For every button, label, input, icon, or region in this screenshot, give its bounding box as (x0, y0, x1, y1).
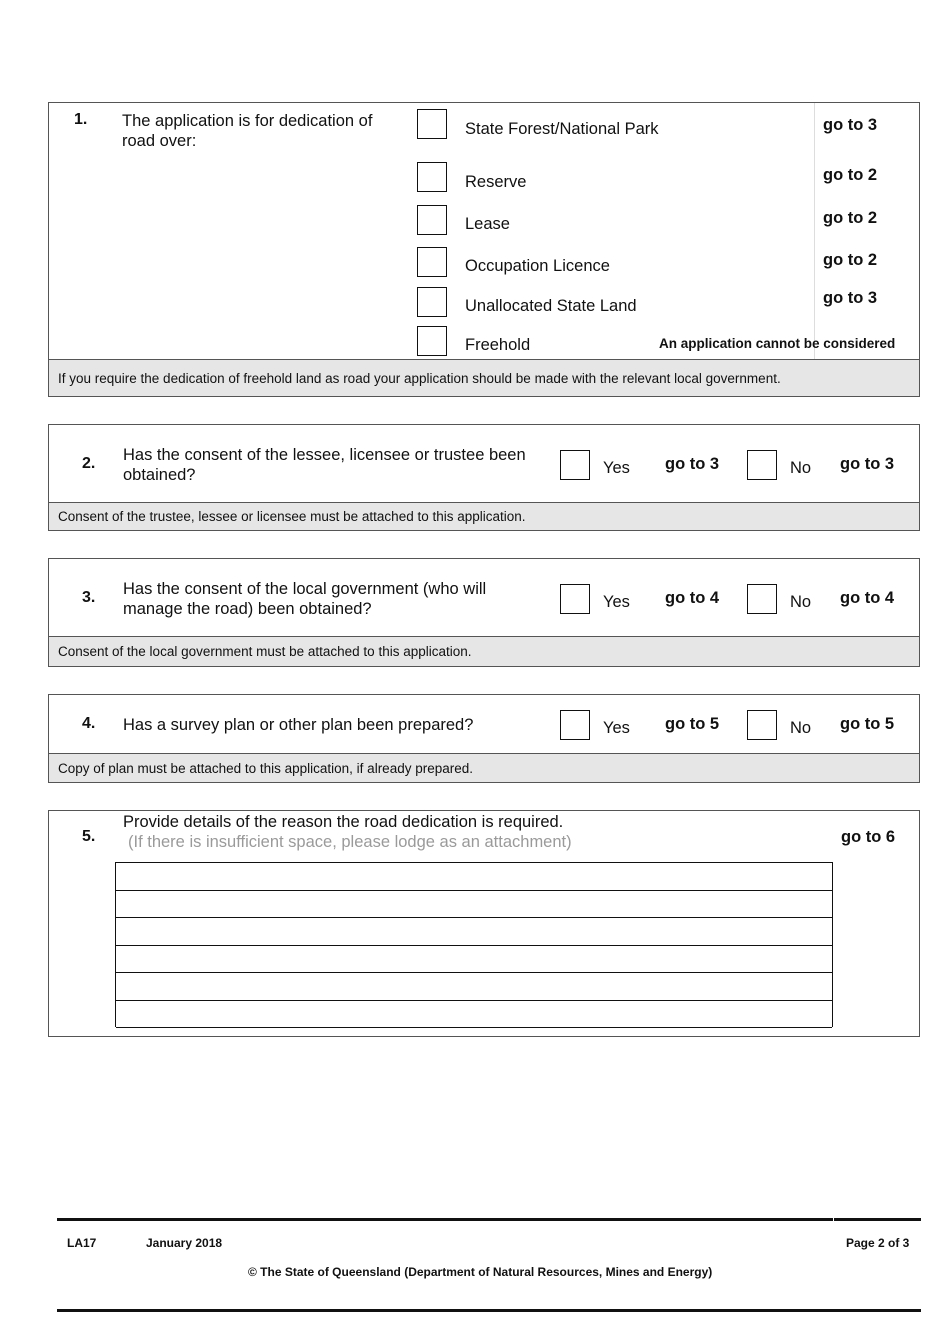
question-3-number: 3. (82, 589, 96, 606)
checkbox-freehold[interactable] (417, 326, 447, 356)
question-3-note: Consent of the local government must be attached to this application. (49, 636, 919, 666)
reason-line-2[interactable] (116, 891, 832, 919)
question-2-no-label: No (790, 459, 812, 477)
option-freehold-warning: An application cannot be considered (659, 336, 896, 351)
question-4-number: 4. (82, 715, 96, 732)
checkbox-state-forest[interactable] (417, 109, 447, 139)
option-occupation-licence-label: Occupation Licence (465, 257, 610, 275)
reason-line-1[interactable] (116, 863, 832, 891)
option-unallocated-state-land-label: Unallocated State Land (465, 297, 637, 315)
checkbox-lease[interactable] (417, 205, 447, 235)
footer-bottom-rule (57, 1309, 921, 1312)
question-2-no-checkbox[interactable] (747, 450, 777, 480)
question-4-yes-label: Yes (603, 719, 630, 737)
question-1-number: 1. (74, 111, 88, 128)
question-4-section (48, 694, 920, 783)
question-5-number: 5. (82, 828, 96, 845)
reason-line-5[interactable] (116, 973, 832, 1001)
option-lease-goto: go to 2 (823, 209, 878, 227)
question-1-text: The application is for dedication of road over: (122, 112, 373, 150)
question-3-text: Has the consent of the local government (who will manage the road) been obtained? (123, 580, 487, 618)
option-state-forest-goto: go to 3 (823, 116, 878, 134)
question-3-yes-label: Yes (603, 593, 630, 611)
footer-copyright: © The State of Queensland (Department of Natural Resources, Mines and Energy) (248, 1265, 713, 1279)
option-state-forest-label: State Forest/National Park (465, 120, 659, 138)
question-2-text: Has the consent of the lessee, licensee or trustee been obtained? (123, 446, 526, 484)
question-1-section (48, 102, 920, 397)
question-5-prompt: Provide details of the reason the road dedication is required. (123, 813, 564, 831)
reason-line-4[interactable] (116, 946, 832, 974)
checkbox-unallocated-state-land[interactable] (417, 287, 447, 317)
option-lease-label: Lease (465, 215, 510, 233)
question-2-note: Consent of the trustee, lessee or licensee must be attached to this application. (49, 502, 919, 530)
footer-form-code: LA17 (67, 1236, 97, 1250)
question-4-no-goto: go to 5 (840, 715, 895, 733)
footer-date: January 2018 (146, 1236, 223, 1250)
question-3-yes-goto: go to 4 (665, 589, 720, 607)
footer-top-rule-right (834, 1218, 921, 1221)
question-2-number: 2. (82, 455, 96, 472)
question-4-no-label: No (790, 719, 812, 737)
question-5-goto: go to 6 (841, 828, 896, 846)
question-4-yes-checkbox[interactable] (560, 710, 590, 740)
checkbox-occupation-licence[interactable] (417, 247, 447, 277)
option-unallocated-state-land-goto: go to 3 (823, 289, 878, 307)
question-4-yes-goto: go to 5 (665, 715, 720, 733)
option-freehold-label: Freehold (465, 336, 531, 354)
question-5-text (123, 812, 763, 852)
question-2-yes-goto: go to 3 (665, 455, 720, 473)
question-4-text: Has a survey plan or other plan been prepared? (123, 716, 474, 734)
question-2-yes-label: Yes (603, 459, 630, 477)
question-4-no-checkbox[interactable] (747, 710, 777, 740)
question-1-note: If you require the dedication of freehold land as road your application should be made with the relevant local government. (49, 359, 919, 396)
question-4-note: Copy of plan must be attached to this application, if already prepared. (49, 753, 919, 782)
question-5-hint: (If there is insufficient space, please lodge as an attachment) (128, 833, 572, 851)
question-1-divider (814, 103, 815, 360)
option-reserve-goto: go to 2 (823, 166, 878, 184)
question-3-no-goto: go to 4 (840, 589, 895, 607)
question-3-no-checkbox[interactable] (747, 584, 777, 614)
question-3-no-label: No (790, 593, 812, 611)
checkbox-reserve[interactable] (417, 162, 447, 192)
question-5-section (48, 810, 920, 1037)
question-2-yes-checkbox[interactable] (560, 450, 590, 480)
question-2-section (48, 424, 920, 531)
footer-page-number: Page 2 of 3 (846, 1236, 910, 1250)
question-2-no-goto: go to 3 (840, 455, 895, 473)
footer-top-rule-left (57, 1218, 833, 1221)
option-reserve-label: Reserve (465, 173, 527, 191)
reason-details-lines[interactable] (115, 862, 833, 1027)
question-3-section (48, 558, 920, 667)
option-occupation-licence-goto: go to 2 (823, 251, 878, 269)
reason-line-3[interactable] (116, 918, 832, 946)
question-3-yes-checkbox[interactable] (560, 584, 590, 614)
reason-line-6[interactable] (116, 1001, 832, 1029)
